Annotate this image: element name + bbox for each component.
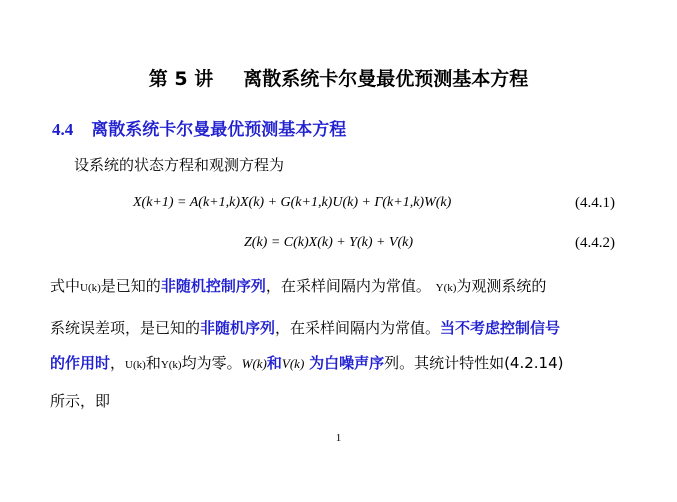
text-span: 式中 <box>50 277 81 295</box>
equation-4-4-2: Z(k) = C(k)X(k) + Y(k) + V(k) <box>244 235 414 250</box>
symbol-y: Y(k) <box>160 359 182 371</box>
section-heading <box>52 115 346 140</box>
highlight-term: 的作用时 <box>50 354 111 372</box>
highlight-term: 非随机控制序列 <box>160 277 266 295</box>
symbol-y: Y(k) <box>435 282 457 294</box>
page-number: 1 <box>335 432 342 444</box>
text-span: ， <box>110 354 126 372</box>
symbol-w: W(k) <box>241 356 267 371</box>
paragraph-line-3 <box>50 352 624 373</box>
symbol-u: U(k) <box>80 282 101 294</box>
text-span: 和 <box>145 354 161 372</box>
symbol-v: V(k) <box>281 356 305 371</box>
section-title: 离散系统卡尔曼最优预测基本方程 <box>91 120 347 140</box>
lecture-number: 第 5 讲 <box>148 68 214 90</box>
paragraph-line-1 <box>50 275 624 296</box>
highlight-term: 非随机序列 <box>200 319 276 337</box>
intro-text: 设系统的状态方程和观测方程为 <box>74 156 285 174</box>
lecture-title: 离散系统卡尔曼最优预测基本方程 <box>243 68 529 90</box>
section-number: 4.4 <box>52 120 74 139</box>
highlight-term: 当不考虑控制信号 <box>440 319 561 337</box>
symbol-u: U(k) <box>125 359 146 371</box>
text-span: ，在采样间隔内为常值。 <box>265 277 431 295</box>
text-span: 系统误差项，是已知的 <box>50 319 201 337</box>
equation-number-4-4-2: (4.4.2) <box>575 235 615 251</box>
equation-4-4-1: X(k+1) = A(k+1,k)X(k) + G(k+1,k)U(k) + Γ(k+1,k)W(k) <box>133 195 452 210</box>
text-span: 均为零。 <box>181 354 242 372</box>
page-title <box>0 64 677 91</box>
highlight-term: 和 <box>266 354 282 372</box>
text-span: 列。其统计特性如(4.2.14) <box>384 354 564 372</box>
text-span: 为观测系统的 <box>456 277 547 295</box>
text-span: 是已知的 <box>100 277 161 295</box>
highlight-term: 为白噪声序 <box>309 354 385 372</box>
paragraph-line-2 <box>50 317 624 338</box>
text-span: ，在采样间隔内为常值。 <box>275 319 441 337</box>
equation-number-4-4-1: (4.4.1) <box>575 195 615 211</box>
paragraph-line-4: 所示，即 <box>50 392 111 410</box>
